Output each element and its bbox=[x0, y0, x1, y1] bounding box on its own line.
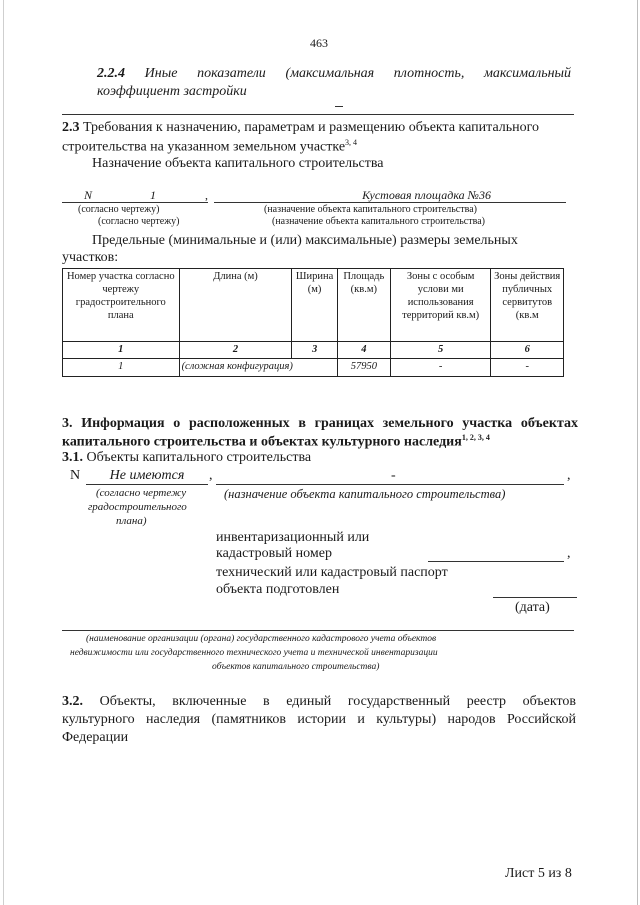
section-3-2-text: Объекты, включенные в единый государственный реестр объектов bbox=[99, 694, 576, 709]
col-number: 3 bbox=[292, 342, 337, 359]
cell-special-zones: - bbox=[390, 359, 491, 377]
land-plot-table bbox=[62, 268, 564, 377]
footnote-ref: 1, 2, 3, 4 bbox=[461, 433, 490, 442]
caption-left-1: (согласно чертежу) bbox=[78, 204, 160, 215]
section-3-1-number: 3.1. bbox=[62, 450, 83, 465]
cell-area: 57950 bbox=[337, 359, 390, 377]
n-value: 1 bbox=[150, 188, 156, 202]
object-field-3 bbox=[216, 468, 564, 485]
cell-servitude-zones: - bbox=[491, 359, 564, 377]
section-3-heading-line1: 3. Информация о расположенных в границах земельного участка объектах bbox=[62, 416, 578, 431]
page-number: 463 bbox=[310, 36, 328, 50]
org-caption-line2: недвижимости или государственного технического учета и технической инвентаризации bbox=[70, 648, 438, 658]
limits-line2: участков: bbox=[62, 250, 119, 265]
comma-3b: , bbox=[567, 468, 571, 483]
col-number: 4 bbox=[337, 342, 390, 359]
header-special-zones: Зоны с особым услови ми использования территорий кв.м) bbox=[390, 269, 491, 342]
section-3-2-line1 bbox=[62, 694, 576, 710]
date-label: (дата) bbox=[515, 600, 550, 615]
passport-line2: объекта подготовлен bbox=[216, 582, 340, 597]
header-length: Длина (м) bbox=[179, 269, 292, 342]
caption-left-3-2: градостроительного bbox=[88, 501, 187, 513]
comma-3: , bbox=[209, 468, 213, 483]
comma: , bbox=[205, 188, 208, 202]
scan-edge-right bbox=[637, 0, 638, 905]
table-row bbox=[63, 359, 564, 377]
section-2-2-4-line1 bbox=[97, 66, 571, 82]
n-symbol-3: N bbox=[70, 468, 81, 483]
dash-mark bbox=[335, 106, 343, 107]
caption-right-1: (назначение объекта капитального строительства) bbox=[264, 204, 477, 215]
caption-right-3: (назначение объекта капитального строительства) bbox=[224, 487, 506, 501]
section-3-2-number: 3.2. bbox=[62, 694, 83, 709]
section-2-2-4-number: 2.2.4 bbox=[97, 66, 125, 81]
limits-line1: Предельные (минимальные и (или) максимальные) размеры земельных bbox=[92, 233, 518, 248]
section-3-heading-line2 bbox=[62, 433, 490, 451]
purpose-heading: Назначение объекта капитального строительства bbox=[92, 156, 384, 171]
section-2-3-text: Требования к назначению, параметрам и размещению объекта капитального bbox=[83, 120, 540, 135]
section-3-1-title bbox=[62, 450, 311, 466]
section-2-3-line1 bbox=[62, 120, 539, 136]
section-3-2-line3: Федерации bbox=[62, 730, 129, 745]
comma-inv: , bbox=[567, 546, 571, 561]
section-2-3-number: 2.3 bbox=[62, 120, 80, 135]
col-number: 1 bbox=[63, 342, 180, 359]
date-field bbox=[493, 597, 577, 598]
col-number: 5 bbox=[390, 342, 491, 359]
passport-line1: технический или кадастровый паспорт bbox=[216, 565, 448, 580]
header-area: Площадь (кв.м) bbox=[337, 269, 390, 342]
separator-line bbox=[62, 114, 574, 115]
caption-right-2: (назначение объекта капитального строительства) bbox=[272, 216, 485, 227]
n-value-3: Не имеются bbox=[109, 468, 185, 483]
caption-left-3-1: (согласно чертежу bbox=[96, 487, 187, 499]
org-caption-line3: объектов капитального строительства) bbox=[212, 662, 380, 672]
section-3-heading-text: капитального строительства и объектах культурного наследия bbox=[62, 434, 462, 450]
inventory-line1: инвентаризационный или bbox=[216, 530, 370, 545]
section-3-2-line2: культурного наследия (памятников истории и культуры) народов Российской bbox=[62, 712, 576, 727]
section-3-1-text: Объекты капитального строительства bbox=[86, 450, 312, 465]
caption-left-2: (согласно чертежу) bbox=[98, 216, 180, 227]
section-2-2-4-line2: коэффициент застройки bbox=[97, 84, 247, 99]
table-header-row bbox=[63, 269, 564, 342]
header-width: Ширина (м) bbox=[292, 269, 337, 342]
scan-edge-left bbox=[3, 0, 4, 905]
n-symbol: N bbox=[84, 188, 93, 202]
inventory-line2: кадастровый номер bbox=[216, 546, 332, 561]
org-caption-line1: (наименование организации (органа) государственного кадастрового учета объектов bbox=[86, 634, 437, 644]
inventory-number-field bbox=[428, 561, 564, 562]
object-purpose-value: Кустовая площадка №36 bbox=[362, 188, 491, 202]
sheet-counter: Лист 5 из 8 bbox=[505, 866, 572, 881]
header-plot-number: Номер участка согласно чертежу градостроительного плана bbox=[63, 269, 180, 342]
section-2-3-line2 bbox=[62, 138, 357, 156]
cell-plot-number: 1 bbox=[63, 359, 180, 377]
cell-length-width: (сложная конфигурация) bbox=[179, 359, 337, 377]
table-number-row bbox=[63, 342, 564, 359]
col-number: 6 bbox=[491, 342, 564, 359]
col-number: 2 bbox=[179, 342, 292, 359]
footnote-ref: 3, 4 bbox=[345, 138, 358, 147]
caption-left-3-3: плана) bbox=[116, 515, 147, 527]
section-2-2-4-text: Иные показатели (максимальная плотность, максимальный bbox=[144, 66, 571, 81]
n-field bbox=[62, 188, 208, 203]
n-field-3 bbox=[86, 468, 208, 485]
header-servitude-zones: Зоны действия публичных сервитутов (кв.м bbox=[491, 269, 564, 342]
object-field-3-value: - bbox=[391, 468, 396, 483]
section-2-3-line2-text: строительства на указанном земельном участке bbox=[62, 139, 346, 155]
org-field bbox=[62, 630, 574, 631]
object-purpose-field bbox=[214, 188, 566, 203]
